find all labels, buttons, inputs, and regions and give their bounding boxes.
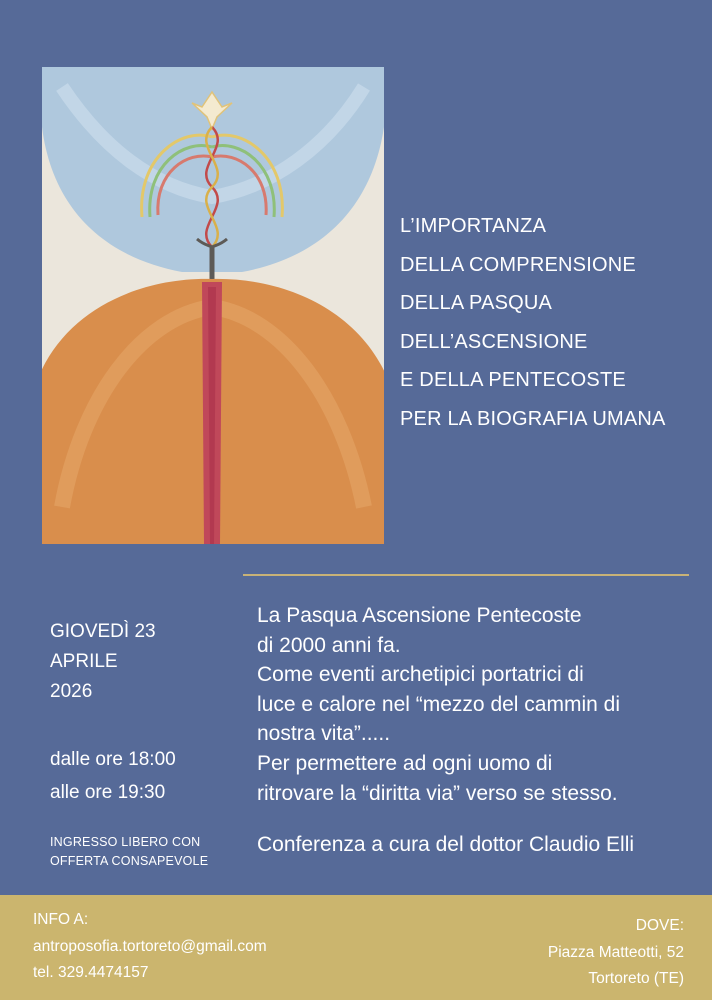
- title-line: PER LA BIOGRAFIA UMANA: [400, 407, 666, 430]
- contact-info: [33, 907, 267, 987]
- description-line: La Pasqua Ascensione Pentecoste: [257, 604, 582, 627]
- footer-bar: [0, 895, 712, 1000]
- title-line: DELLA COMPRENSIONE: [400, 253, 636, 276]
- description-line: di 2000 anni fa.: [257, 633, 401, 657]
- email-link[interactable]: antroposofia.tortoreto@gmail.com: [33, 937, 267, 955]
- event-time: [50, 743, 240, 809]
- address-line: Piazza Matteotti, 52: [547, 943, 684, 961]
- event-description: [257, 601, 697, 860]
- title-line: L’IMPORTANZA: [400, 215, 547, 237]
- location-info: [548, 913, 684, 993]
- description-line: luce e calore nel “mezzo del cammin di: [257, 692, 620, 716]
- phone-number: tel. 329.4474157: [33, 964, 149, 981]
- info-label: INFO A:: [33, 911, 89, 928]
- speaker-line: Conferenza a cura del dottor Claudio Elli: [257, 833, 635, 857]
- title-line: E DELLA PENTECOSTE: [400, 369, 626, 391]
- date-line: GIOVEDÌ 23: [50, 621, 156, 642]
- where-label: DOVE:: [635, 917, 684, 934]
- entry-line: INGRESSO LIBERO CON: [50, 835, 201, 849]
- entry-note: [50, 833, 250, 871]
- spacer: [257, 808, 697, 830]
- date-line: 2026: [50, 681, 93, 702]
- cover-artwork: [42, 67, 384, 544]
- event-title: [400, 207, 700, 438]
- entry-line: OFFERTA CONSAPEVOLE: [50, 854, 209, 868]
- description-line: Come eventi archetipici portatrici di: [257, 663, 584, 687]
- title-line: DELLA PASQUA: [400, 292, 553, 314]
- city-line: Tortoreto (TE): [588, 970, 684, 987]
- time-line: dalle ore 18:00: [50, 749, 176, 770]
- date-line: APRILE: [50, 651, 118, 672]
- description-line: Per permettere ad ogni uomo di: [257, 751, 553, 775]
- description-line: ritrovare la “diritta via” verso se stesso.: [257, 781, 618, 805]
- title-line: DELL’ASCENSIONE: [400, 330, 588, 353]
- time-line: alle ore 19:30: [50, 782, 166, 803]
- event-date: [50, 617, 240, 707]
- divider-line: [243, 574, 689, 576]
- description-line: nostra vita”.....: [257, 722, 391, 746]
